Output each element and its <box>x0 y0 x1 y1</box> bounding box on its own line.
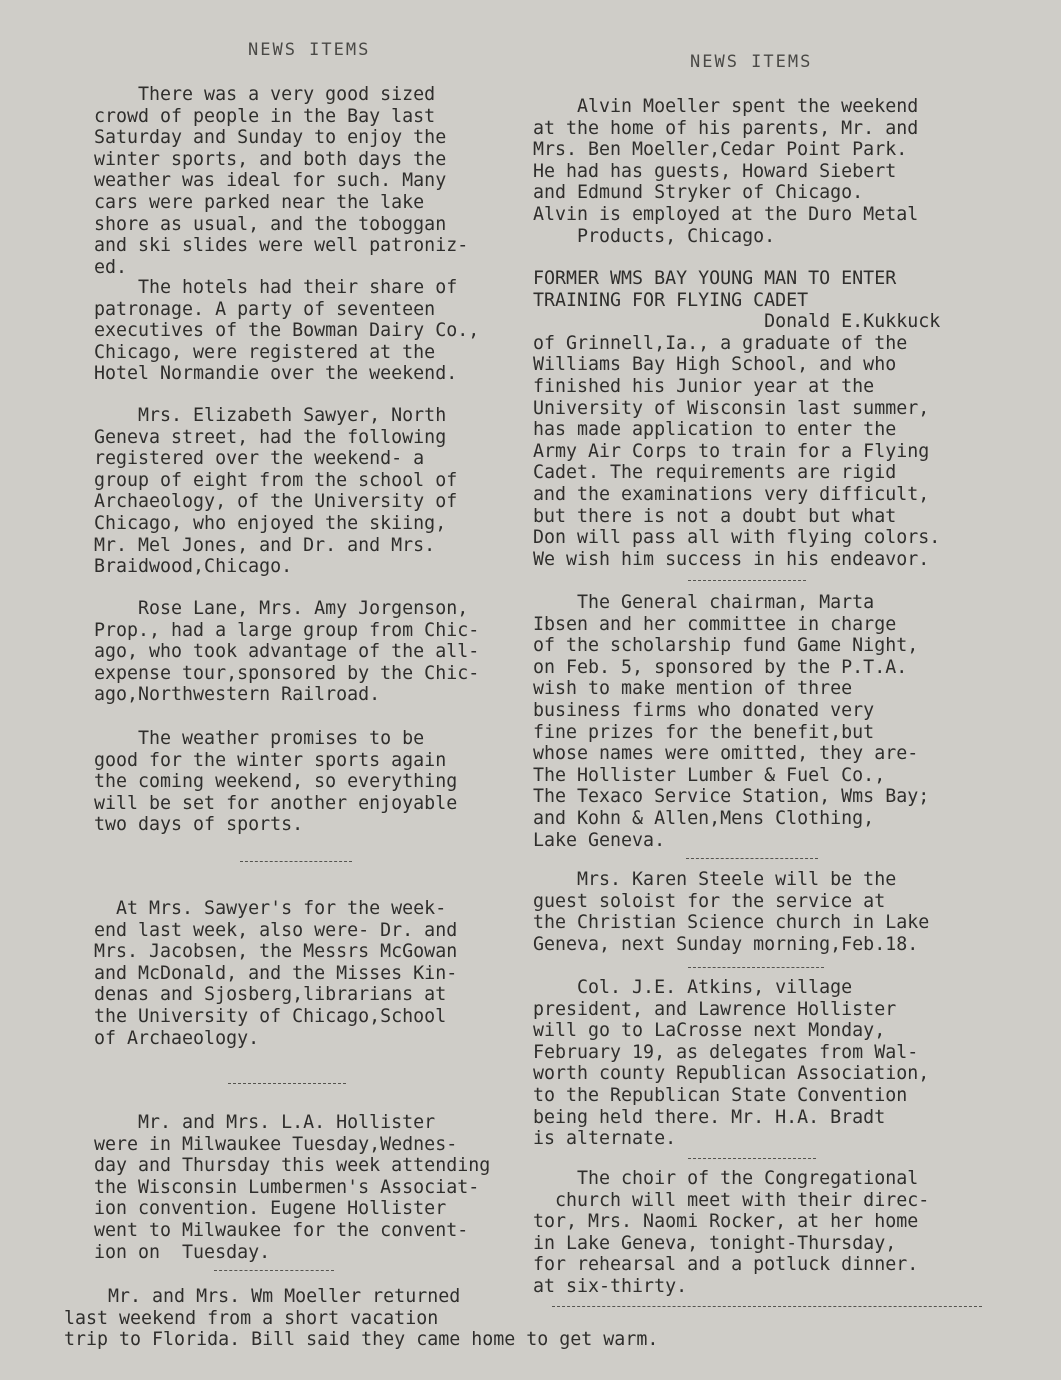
divider-rule <box>686 858 818 859</box>
news-item-flying-cadet: FORMER WMS BAY YOUNG MAN TO ENTER TRAINING FOR FLYING CADET Donald E.Kukkuck of Grinnell,Ia., a graduate of the Williams Bay High School, and who finished his Junior year at the University of Wisconsin last summer, has made application to enter the Army Air Corps to train for a Flying Cadet. The requirements are rigid and the examinations very difficult, but there is not a doubt but what Don will pass all with flying colors. We wish him success in his endeavor. <box>533 268 941 570</box>
news-item-alvin-moeller: Alvin Moeller spent the weekend at the home of his parents, Mr. and Mrs. Ben Moeller,Cedar Point Park. He had has guests, Howard Siebert and Edmund Stryker of Chicago. Alvin is employed at the Duro Metal Products, Chicago. <box>533 96 919 247</box>
news-item-hotels: The hotels had their share of patronage. A party of seventeen executives of the Bowman Dairy Co., Chicago, were registered at the Hotel Normandie over the weekend. <box>94 277 480 385</box>
divider-rule <box>688 967 824 968</box>
news-item-rose-lane: Rose Lane, Mrs. Amy Jorgenson, Prop., had a large group from Chic- ago, who took advantage of the all- expense tour,sponsored by the Chic- ago,Northwestern Railroad. <box>94 598 480 706</box>
divider-rule <box>228 1083 346 1084</box>
news-item-game-night: The General chairman, Marta Ibsen and her committee in charge of the scholarship fund Game Night, on Feb. 5, sponsored by the P.T.A. wish to make mention of three business firms who donated very fine prizes for the benefit,but whose names were omitted, they are- The Hollister Lumber & Fuel Co., The Texaco Service Station, Wms Bay; and Kohn & Allen,Mens Clothing, Lake Geneva. <box>533 592 930 851</box>
left-column-heading: NEWS ITEMS <box>248 40 371 60</box>
news-item-sawyer-weekend: At Mrs. Sawyer's for the week- end last week, also were- Dr. and Mrs. Jacobsen, the Messrs McGowan and McDonald, and the Misses Kin- denas and Sjosberg,librarians at the University of Chicago,School of Archaeology. <box>94 898 458 1049</box>
divider-rule <box>688 580 806 581</box>
divider-rule <box>688 1158 816 1159</box>
news-item-atkins-delegates: Col. J.E. Atkins, village president, and Lawrence Hollister will go to LaCrosse next Monday, February 19, as delegates from Wal- worth county Republican Association, to the Republican State Convention being held there. Mr. H.A. Bradt is alternate. <box>533 977 930 1150</box>
news-item-moeller-florida: Mr. and Mrs. Wm Moeller returned last weekend from a short vacation trip to Florida. Bill said they came home to get warm. <box>64 1286 659 1351</box>
news-item-choir: The choir of the Congregational church will meet with their direc- tor, Mrs. Naomi Rocker, at her home in Lake Geneva, tonight-Thursday, for rehearsal and a potluck dinner. at six-thirty. <box>533 1168 930 1297</box>
divider-rule <box>240 861 352 862</box>
divider-rule <box>214 1270 334 1271</box>
news-item-karen-steele: Mrs. Karen Steele will be the guest soloist for the service at the Christian Science church in Lake Geneva, next Sunday morning,Feb.18. <box>533 869 930 955</box>
right-column-heading: NEWS ITEMS <box>690 52 813 72</box>
news-item-winter-sports: There was a very good sized crowd of people in the Bay last Saturday and Sunday to enjoy the winter sports, and both days the weather was ideal for such. Many cars were parked near the lake shore as usual, and the toboggan and ski slides were well patroniz- ed. <box>94 84 469 278</box>
news-item-sawyer-guests: Mrs. Elizabeth Sawyer, North Geneva street, had the following registered over the weekend- a group of eight from the school of Archaeology, of the University of Chicago, who enjoyed the skiing, Mr. Mel Jones, and Dr. and Mrs. Braidwood,Chicago. <box>94 405 458 578</box>
news-item-hollister-convention: Mr. and Mrs. L.A. Hollister were in Milwaukee Tuesday,Wednes- day and Thursday this week attending the Wisconsin Lumbermen's Associat- ion convention. Eugene Hollister went to Milwaukee for the convent- ion on Tuesday. <box>94 1112 491 1263</box>
news-item-weather: The weather promises to be good for the winter sports again the coming weekend, so everything will be set for another enjoyable two days of sports. <box>94 728 458 836</box>
